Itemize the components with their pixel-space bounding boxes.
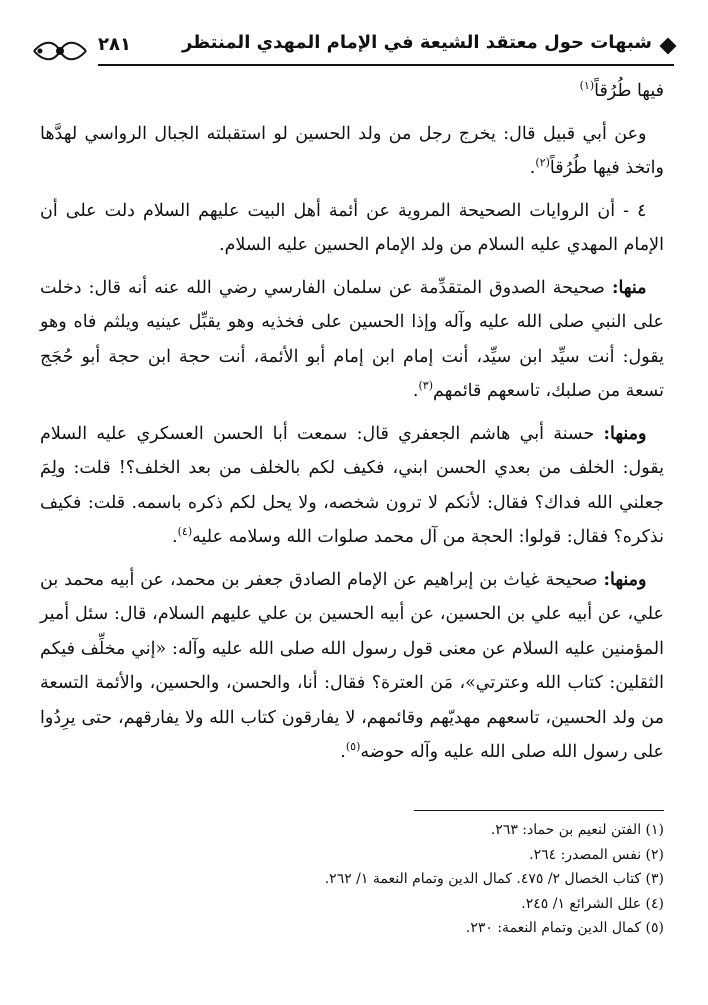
footnote-ref: (٤) [177, 525, 193, 539]
page-body [40, 74, 664, 770]
footnote-ref: (٢) [535, 156, 550, 170]
footnote-ref: (٣) [418, 379, 433, 393]
footnote-ref: (١) [579, 79, 595, 93]
paragraph-lead: ومنها: [603, 423, 647, 444]
paragraph-text: ٤ - أن الروايات الصحيحة المروية عن أئمة أهل البيت عليهم السلام دلت على أن الإمام المهدي عليه السلام من ولد الإمام الحسين عليه السلام. [40, 200, 664, 255]
footnote-2: (٢) نفس المصدر: ٢٦٤. [529, 846, 664, 863]
header-rule [98, 64, 674, 66]
page-number: ٢٨١ [98, 34, 131, 55]
body-paragraph [40, 194, 664, 263]
paragraph-text: صحيحة غياث بن إبراهيم عن الإمام الصادق جعفر بن محمد، عن أبيه محمد بن علي، عن أبيه علي بن الحسين، عن أبيه الحسين بن علي عليهم السلام، قال: سئل أمير المؤمنين عليه السلام عن معنى قول رسول الله صلى الله عليه وآله: «إني مخلِّف فيكم الثقلين: كتاب الله وعترتي»، مَن العترة؟ فقال: أنا، والحسن، والحسين، والأئمة التسعة من ولد الحسين، تاسعهم مهديّهم وقائمهم، لا يفارقون كتاب الله ولا يفارقهم، حتى يرِدُوا على رسول الله صلى الله عليه وآله حوضه [40, 569, 664, 762]
running-title-text: شبهات حول معتقد الشيعة في الإمام المهدي المنتظر [181, 32, 652, 53]
body-paragraph [40, 417, 664, 555]
body-paragraph [40, 271, 664, 409]
body-paragraph [40, 117, 664, 186]
paragraph-text: حسنة أبي هاشم الجعفري قال: سمعت أبا الحسن العسكري عليه السلام يقول: الخلف من بعدي الحسن ابني، فكيف لكم بالخلف من بعد الخلف؟! قلت: ولِمَ جعلني الله فداك؟ فقال: لأنكم لا ترون شخصه، ولا يحل لكم ذكره باسمه. قلت: فكيف نذكره؟ فقال: قولوا: الحجة من آل محمد صلوات الله وسلامه عليه [40, 423, 664, 547]
footnote-4: (٤) علل الشرائع ١/ ٢٤٥. [521, 895, 664, 912]
footnote-1: (١) الفتن لنعيم بن حماد: ٢٦٣. [490, 822, 664, 838]
body-paragraph [40, 563, 664, 770]
paragraph-text: فيها طُرُقاً [594, 81, 664, 101]
footnote-3: (٣) كتاب الخصال ٢/ ٤٧٥. كمال الدين وتمام النعمة ١/ ٢٦٢. [324, 871, 664, 887]
paragraph-text: صحيحة الصدوق المتقدِّمة عن سلمان الفارسي رضي الله عنه أنه قال: دخلت على النبي صلى الله عليه وآله وإذا الحسين على فخذيه وهو يقبِّل عينيه ويلثم فاه وهو يقول: أنت سيِّد ابن سيِّد، أنت إمام ابن إمام أبو الأئمة، أنت حجة ابن حجة أبو حُجَج تسعة من صلبك، تاسعهم قائمهم [40, 277, 664, 401]
footnote-5: (٥) كمال الدين وتمام النعمة: ٢٣٠. [465, 920, 664, 936]
running-header [28, 28, 680, 64]
footnote-separator [414, 810, 664, 811]
paragraph-text: وعن أبي قبيل قال: يخرج رجل من ولد الحسين لو استقبلته الجبال الرواسي لهدَّها واتخذ فيها طُرُقاً [40, 123, 664, 178]
body-paragraph [40, 74, 664, 109]
paragraph-tail: . [529, 158, 536, 178]
running-title [182, 32, 652, 53]
paragraph-lead: ومنها: [603, 569, 647, 590]
paragraph-tail: . [172, 527, 178, 547]
floral-ornament-icon [30, 36, 90, 66]
paragraph-lead: منها: [611, 277, 647, 298]
footnote-ref: (٥) [345, 740, 361, 754]
footnotes [40, 818, 664, 941]
paragraph-tail: . [412, 381, 419, 401]
header-diamond-ornament [660, 38, 677, 55]
paragraph-tail: . [340, 742, 346, 762]
